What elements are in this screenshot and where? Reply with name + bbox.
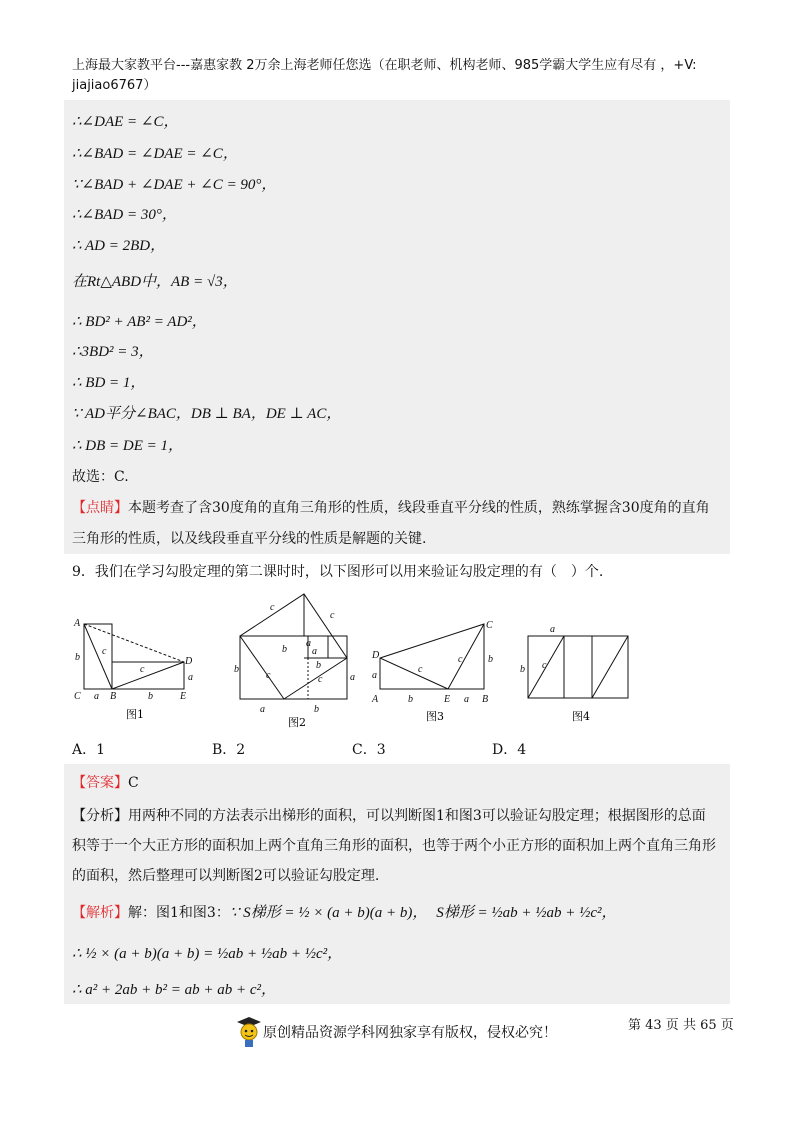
svg-text:D: D [185,656,193,667]
svg-text:c: c [542,660,547,671]
solution-eq-1b: S梯形 = ½ab + ½ab + ½c²， [436,905,617,921]
figure-1-label: 图1 [126,708,144,721]
mascot-icon [236,1016,262,1048]
choice-a: A．1 [72,742,106,758]
copyright-notice: 原创精品资源学科网独家享有版权，侵权必究！ [263,1025,557,1041]
svg-text:a: a [312,646,317,657]
svg-text:a: a [306,638,311,649]
solution-line: ∵ AD平分∠BAC，DB ⊥ BA，DE ⊥ AC， [72,406,342,422]
solution-line: 在Rt△ABD中，AB = √3， [72,274,238,290]
figure-4 [512,588,642,728]
svg-text:C: C [486,620,493,631]
figure-3 [368,588,503,728]
figure-2-label: 图2 [288,716,306,728]
page-number: 第 43 页 共 65 页 [628,1018,734,1033]
svg-text:b: b [282,644,287,655]
solution-eq-1a: ∵ S梯形 = ½ × (a + b)(a + b)， [229,905,428,921]
svg-text:b: b [75,652,80,663]
solution-line: ∴∠DAE = ∠C， [72,114,179,130]
header-line-1: 上海最大家教平台---嘉惠家教 2万余上海老师任您选（在职老师、机构老师、985学霸大学生应有尽有 ，+V: [72,58,697,73]
solution-line: ∴ DB = DE = 1， [72,438,184,454]
svg-text:a: a [464,694,469,705]
svg-text:b: b [148,691,153,702]
solution-tag: 【解析】 [72,905,128,921]
svg-text:b: b [314,704,319,715]
svg-text:C: C [74,691,81,702]
choice-c: C．3 [352,742,386,758]
comment-text-2: 三角形的性质，以及线段垂直平分线的性质是解题的关键. [72,531,427,547]
svg-text:E: E [444,694,451,705]
svg-text:a: a [188,672,193,683]
svg-text:A: A [372,694,379,705]
solution-line: ∴3BD² = 3， [72,344,154,360]
svg-text:b: b [520,664,525,675]
svg-text:E: E [180,691,187,702]
svg-text:c: c [270,602,275,613]
solution-eq-2: ∴ ½ × (a + b)(a + b) = ½ab + ½ab + ½c²， [72,946,343,962]
svg-text:a: a [550,624,555,635]
svg-text:c: c [140,664,145,675]
solution-line: ∴∠BAD = ∠DAE = ∠C， [72,146,238,162]
analysis-tag: 【分析】 [72,808,128,824]
answer-value: C [128,775,139,791]
solution-line: ∵∠BAD + ∠DAE + ∠C = 90°， [72,177,277,193]
solution-intro: 解：图1和图3： [128,905,230,921]
svg-text:b: b [316,660,321,671]
solution-line-1 [72,903,617,923]
choice-b: B．2 [212,742,246,758]
header-line-2: jiajiao6767） [72,78,157,93]
choice-d: D．4 [492,742,527,758]
figure-1 [68,588,208,728]
solution-line: ∴ BD² + AB² = AD²， [72,314,207,330]
question-text: 9．我们在学习勾股定理的第二课时时，以下图形可以用来验证勾股定理的有（ ）个. [72,564,604,580]
svg-text:B: B [482,694,489,705]
analysis-text-1: 用两种不同的方法表示出梯形的面积，可以判断图1和图3可以验证勾股定理；根据图形的总面 [128,808,706,824]
svg-text:a: a [372,670,377,681]
svg-text:a: a [350,672,355,683]
svg-text:B: B [110,691,117,702]
svg-text:A: A [74,618,81,629]
svg-text:c: c [266,670,271,681]
svg-text:c: c [330,610,335,621]
svg-text:b: b [488,654,493,665]
answer-tag: 【答案】 [72,775,128,791]
comment-tag: 【点睛】 [72,500,128,516]
comment-line-1 [72,498,710,518]
comment-text-1: 本题考查了含30度角的直角三角形的性质，线段垂直平分线的性质，熟练掌握含30度角的直角 [128,500,710,516]
svg-text:D: D [372,650,380,661]
svg-text:c: c [458,654,463,665]
answer-line [72,773,139,793]
figure-3-label: 图3 [426,710,444,723]
svg-text:c: c [102,646,107,657]
svg-text:c: c [418,664,423,675]
svg-text:a: a [94,691,99,702]
analysis-text-2: 积等于一个大正方形的面积加上两个直角三角形的面积，也等于两个小正方形的面积加上两个直角三角形 [72,838,716,854]
svg-text:b: b [408,694,413,705]
figure-2 [232,588,362,728]
svg-text:c: c [318,674,323,685]
figure-4-label: 图4 [572,710,590,723]
svg-text:b: b [234,664,239,675]
page-header [72,56,732,96]
solution-line: 故选：C. [72,469,129,485]
svg-text:a: a [260,704,265,715]
analysis-text-3: 的面积，然后整理可以判断图2可以验证勾股定理. [72,868,380,884]
solution-eq-3: ∴ a² + 2ab + b² = ab + ab + c²， [72,982,277,998]
solution-line: ∴ BD = 1， [72,375,146,391]
solution-line: ∴∠BAD = 30°， [72,207,177,223]
solution-line: ∴ AD = 2BD， [72,238,166,254]
analysis-line-1 [72,806,706,826]
